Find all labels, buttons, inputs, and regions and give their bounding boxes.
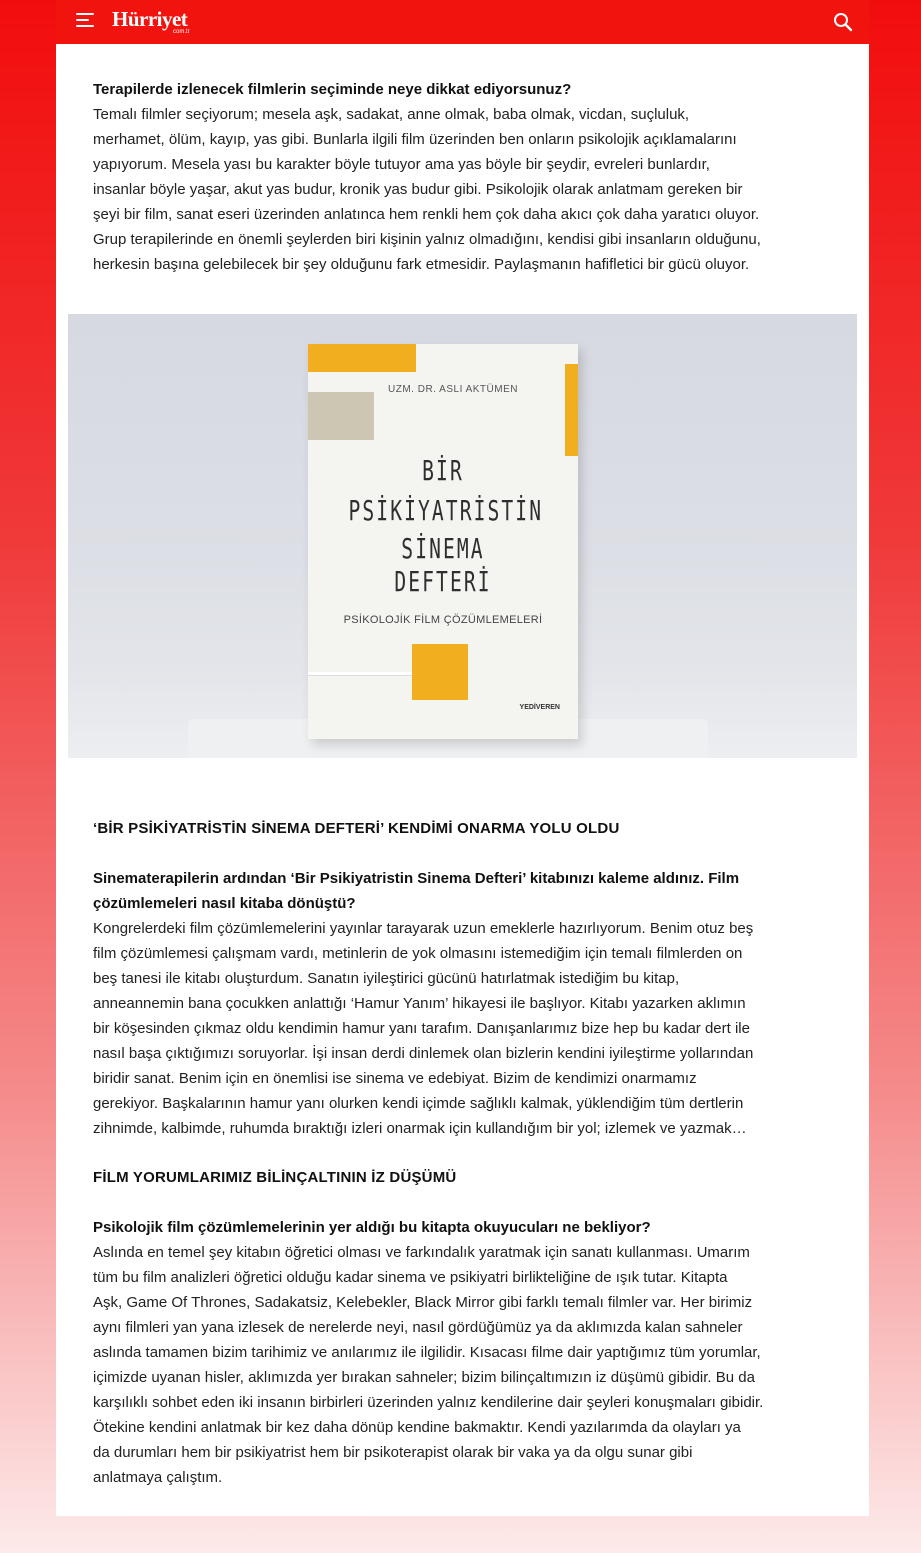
paragraph-line: gerekiyor. Başkalarının hamur yanı olurken kendi içimde sağlıklı kalmak, yüklendiğim tüm dertlerin [93, 1095, 744, 1112]
interview-question-3: Psikolojik film çözümlemelerinin yer aldığı bu kitapta okuyucuları ne bekliyor? [93, 1219, 651, 1236]
cover-tear [308, 672, 418, 676]
paragraph-line: yapıyorum. Mesela yası bu karakter böyle tutuyor ama yas böyle bir şeydir, evreleri bunlardır, [93, 156, 710, 173]
book-title-line: PSİKİYATRİSTİN [348, 494, 544, 527]
site-logo[interactable]: Hürriyet [112, 7, 188, 31]
book-cover [308, 344, 578, 739]
paragraph-line: zihnimde, kalbimde, ruhumda bıraktığı izleri onarmak için kullandığım bir yol; izlemek ve yazmak… [93, 1120, 747, 1137]
article-body [56, 44, 869, 1516]
section-heading: ‘BİR PSİKİYATRİSTİN SİNEMA DEFTERİ’ KENDİMİ ONARMA YOLU OLDU [93, 820, 620, 837]
paragraph-line: şeyi bir film, sanat eseri üzerinden anlatınca hem renkli hem çok daha akıcı çok daha yaratıcı oluyor. [93, 206, 760, 223]
cover-square [412, 644, 468, 700]
interview-question-2-cont: çözümlemeleri nasıl kitaba dönüştü? [93, 895, 356, 912]
paragraph-line: insanlar böyle yaşar, akut yas budur, kronik yas budur gibi. Psikolojik olarak anlatmam gereken bir [93, 181, 743, 198]
interview-question-1: Terapilerde izlenecek filmlerin seçiminde neye dikkat ediyorsunuz? [93, 81, 572, 98]
book-title-line: SİNEMA DEFTERİ [394, 532, 492, 598]
book-cover-photo [68, 314, 857, 758]
paragraph-line: biridir sanat. Benim için en önemlisi ise sinema ve edebiyat. Bizim de kendimizi onarmamız [93, 1070, 697, 1087]
paragraph-line: aslında tamamen bizim tarihimiz ve anılarımız ile ilgilidir. Kısacası filme dair yaptığımız tüm yorumlar, [93, 1344, 761, 1361]
paragraph-line: beş tanesi ile kitabı oluşturdum. Sanatın iyileştirici gücünü hatırlatmak istediğim bu kitap, [93, 970, 680, 987]
paragraph-line: herkesin başına gelebilecek bir şey olduğunu fark etmesidir. Paylaşmanın hafifletici bir gücü oluyor. [93, 256, 750, 273]
paragraph-line: anlatmaya çalıştım. [93, 1469, 223, 1486]
cover-accent-strip [565, 364, 578, 456]
paragraph-line: aynı filmleri yan yana izlesek de nerelerde neyi, nasıl gördüğümüz ya da aklımızda kalan sahneler [93, 1319, 743, 1336]
book-title-line: BİR [422, 454, 464, 487]
paragraph-line: karşılıklı sohbet eden iki insanın birbirleri üzerinden yalnız kendilerine dair şeyleri konuşmaları gibidir. [93, 1394, 764, 1411]
paragraph-line: film çözümlemesi çalışmam vardı, metinlerin de yok olmasını istemediğim için temalı filmlerden on [93, 945, 743, 962]
interview-question-2: Sinematerapilerin ardından ‘Bir Psikiyatristin Sinema Defteri’ kitabınızı kaleme aldınız. Film [93, 870, 740, 887]
cover-tape [308, 392, 374, 440]
section-heading: FİLM YORUMLARIMIZ BİLİNÇALTININ İZ DÜŞÜMÜ [93, 1169, 457, 1186]
paragraph-line: bir köşesinden çıkmaz oldu kendimin hamur yanı tarafım. Danışanlarımız bize hep bu kadar dert ile [93, 1020, 750, 1037]
paragraph-line: nasıl başa çıktığımızı soruyorlar. İşi insan derdi dinlemek olan bizlerin kendini iyileştirme yollarından [93, 1045, 754, 1062]
site-logo-domain: com.tr [173, 29, 190, 35]
paragraph-line: Temalı filmler seçiyorum; mesela aşk, sadakat, anne olmak, baba olmak, vicdan, suçluluk, [93, 106, 690, 123]
paragraph-line: tüm bu film analizleri öğretici olduğu kadar sinema ve psikiyatri birlikteliğine de ışık tutar. Kitapta [93, 1269, 728, 1286]
hamburger-menu-icon[interactable] [76, 13, 94, 29]
paragraph-line: içimizde uyanan hisler, aklımızda yer bırakan sahneler; bizim bilinçaltımızın iz düşümü gibidir. Bu da [93, 1369, 755, 1386]
top-navigation-bar [56, 0, 869, 44]
publisher-logo: YEDİVEREN [519, 704, 560, 711]
book-author: UZM. DR. ASLI AKTÜMEN [388, 384, 518, 395]
book-subtitle: PSİKOLOJİK FİLM ÇÖZÜMLEMELERİ [343, 614, 543, 626]
paragraph-line: Aşk, Game Of Thrones, Sadakatsiz, Kelebekler, Black Mirror gibi farklı temalı filmler var. Her birimiz [93, 1294, 753, 1311]
paragraph-line: merhamet, ölüm, kayıp, yas gibi. Bunlarla ilgili film üzerinden ben onların psikolojik açıklamalarını [93, 131, 737, 148]
paragraph-line: da durumları hem bir psikiyatrist hem bir psikoterapist olarak bir vaka ya da olgu sunar gibi [93, 1444, 693, 1461]
cover-accent-strip [308, 344, 416, 372]
paragraph-line: Aslında en temel şey kitabın öğretici olması ve farkındalık yaratmak için sanatı kullanması. Umarım [93, 1244, 750, 1261]
paragraph-line: Grup terapilerinde en önemli şeylerden biri kişinin yalnız olmadığını, kendisi gibi insanların olduğunu, [93, 231, 761, 248]
search-icon[interactable] [833, 12, 853, 32]
paragraph-line: anneannemin bana çocukken anlattığı ‘Hamur Yanım’ hikayesi ile başlıyor. Kitabı yazarken aklımın [93, 995, 746, 1012]
paragraph-line: Kongrelerdeki film çözümlemelerini yayınlar tarayarak uzun emeklerle hazırlıyorum. Benim otuz beş [93, 920, 754, 937]
paragraph-line: Ötekine kendini anlatmak bir kez daha dönüp kendine bakmaktır. Kendi yazılarımda da olayları ya [93, 1419, 741, 1436]
